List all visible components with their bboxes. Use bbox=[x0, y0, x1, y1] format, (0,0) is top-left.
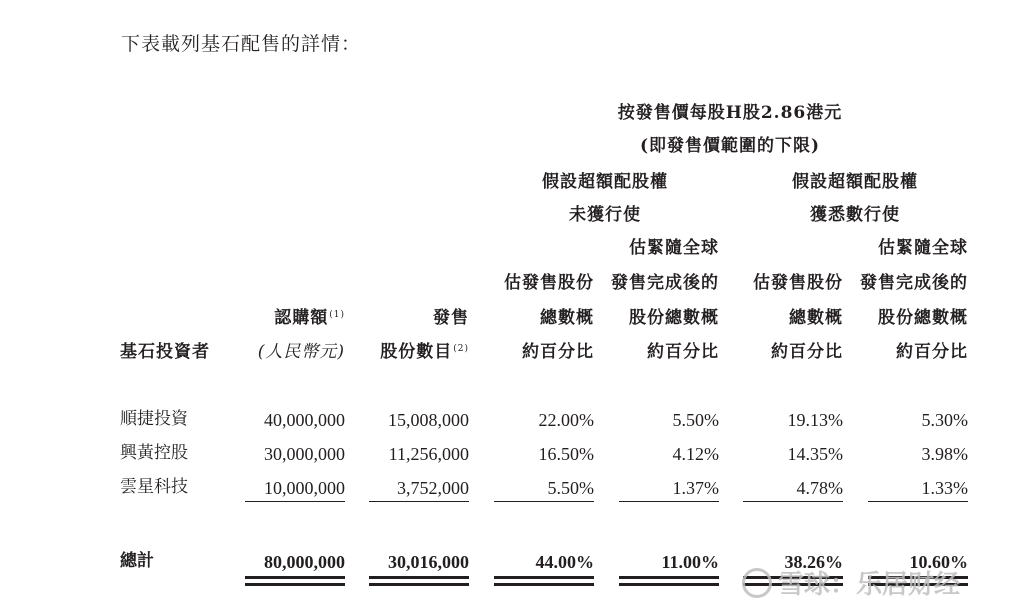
subtotal-rule bbox=[369, 501, 469, 502]
col-shares-line2: 股份數目$^{(2)}$ bbox=[380, 342, 469, 362]
row-v3: 4.78% bbox=[796, 478, 843, 498]
col-pct-offer-a-line3: 約百分比 bbox=[522, 342, 594, 362]
total-double-rule bbox=[369, 576, 469, 579]
col-pct-offer-b-line3: 約百分比 bbox=[771, 342, 843, 362]
group1-line2: 未獲行使 bbox=[569, 205, 641, 225]
row-investor: 順捷投資 bbox=[120, 409, 188, 429]
row-v2: 4.12% bbox=[672, 444, 719, 464]
col-pct-offer-a-line1: 估發售股份 bbox=[504, 273, 594, 293]
col-pct-offer-a-line2: 總數概 bbox=[540, 308, 594, 328]
total-shares: 30,016,000 bbox=[388, 552, 469, 572]
row-v3: 19.13% bbox=[787, 410, 843, 430]
col-pct-offer-b-line2: 總數概 bbox=[789, 308, 843, 328]
row-v4: 1.33% bbox=[921, 478, 968, 498]
total-double-rule bbox=[245, 583, 345, 586]
row-v2: 1.37% bbox=[672, 478, 719, 498]
total-double-rule bbox=[619, 576, 719, 579]
row-investor: 雲星科技 bbox=[120, 477, 188, 497]
row-v4: 5.30% bbox=[921, 410, 968, 430]
subtotal-rule bbox=[868, 501, 968, 502]
total-double-rule bbox=[494, 583, 594, 586]
row-v1: 5.50% bbox=[547, 478, 594, 498]
total-v3: 38.26% bbox=[784, 552, 843, 572]
col-pct-total-a-line3: 股份總數概 bbox=[629, 308, 719, 328]
watermark-text: 雪球：乐居财经 bbox=[778, 570, 961, 600]
total-double-rule bbox=[369, 583, 469, 586]
group2-line1: 假設超額配股權 bbox=[792, 172, 918, 192]
col-pct-total-b-line4: 約百分比 bbox=[896, 342, 968, 362]
snowball-logo-icon bbox=[742, 568, 772, 598]
col-subscription-line1: 認購額$^{(1)}$ bbox=[274, 308, 345, 328]
watermark bbox=[742, 564, 960, 601]
row-subscription: 10,000,000 bbox=[264, 478, 345, 498]
col-shares-line1: 發售 bbox=[433, 308, 469, 328]
price-subtitle: (即發售價範圍的下限) bbox=[639, 136, 821, 156]
row-subscription: 30,000,000 bbox=[264, 444, 345, 464]
total-subscription: 80,000,000 bbox=[264, 552, 345, 572]
total-label: 總計 bbox=[120, 551, 154, 571]
col-pct-total-b-line2: 發售完成後的 bbox=[860, 273, 968, 293]
group1-line1: 假設超額配股權 bbox=[542, 172, 668, 192]
row-v4: 3.98% bbox=[921, 444, 968, 464]
subtotal-rule bbox=[245, 501, 345, 502]
row-v2: 5.50% bbox=[672, 410, 719, 430]
total-v2: 11.00% bbox=[661, 552, 719, 572]
group2-line2: 獲悉數行使 bbox=[810, 205, 900, 225]
total-double-rule bbox=[245, 576, 345, 579]
row-investor: 興黃控股 bbox=[120, 443, 188, 463]
total-v1: 44.00% bbox=[535, 552, 594, 572]
col-pct-total-a-line2: 發售完成後的 bbox=[611, 273, 719, 293]
total-double-rule bbox=[619, 583, 719, 586]
col-pct-total-b-line1: 估緊隨全球 bbox=[878, 238, 968, 258]
total-double-rule bbox=[494, 576, 594, 579]
intro-text: 下表載列基石配售的詳情： bbox=[121, 33, 362, 55]
col-pct-total-b-line3: 股份總數概 bbox=[878, 308, 968, 328]
col-investor-header: 基石投資者 bbox=[120, 342, 210, 362]
row-v1: 22.00% bbox=[538, 410, 594, 430]
row-shares: 11,256,000 bbox=[388, 444, 469, 464]
col-pct-total-a-line4: 約百分比 bbox=[647, 342, 719, 362]
row-v1: 16.50% bbox=[538, 444, 594, 464]
row-shares: 3,752,000 bbox=[397, 478, 469, 498]
col-subscription-line2: (人民幣元) bbox=[257, 342, 345, 362]
total-v4: 10.60% bbox=[909, 552, 968, 572]
row-subscription: 40,000,000 bbox=[264, 410, 345, 430]
col-pct-offer-b-line1: 估發售股份 bbox=[753, 273, 843, 293]
col-pct-total-a-line1: 估緊隨全球 bbox=[629, 238, 719, 258]
price-title: 按發售價每股H股2.86港元 bbox=[617, 103, 843, 123]
row-shares: 15,008,000 bbox=[388, 410, 469, 430]
subtotal-rule bbox=[619, 501, 719, 502]
row-v3: 14.35% bbox=[787, 444, 843, 464]
subtotal-rule bbox=[743, 501, 843, 502]
subtotal-rule bbox=[494, 501, 594, 502]
